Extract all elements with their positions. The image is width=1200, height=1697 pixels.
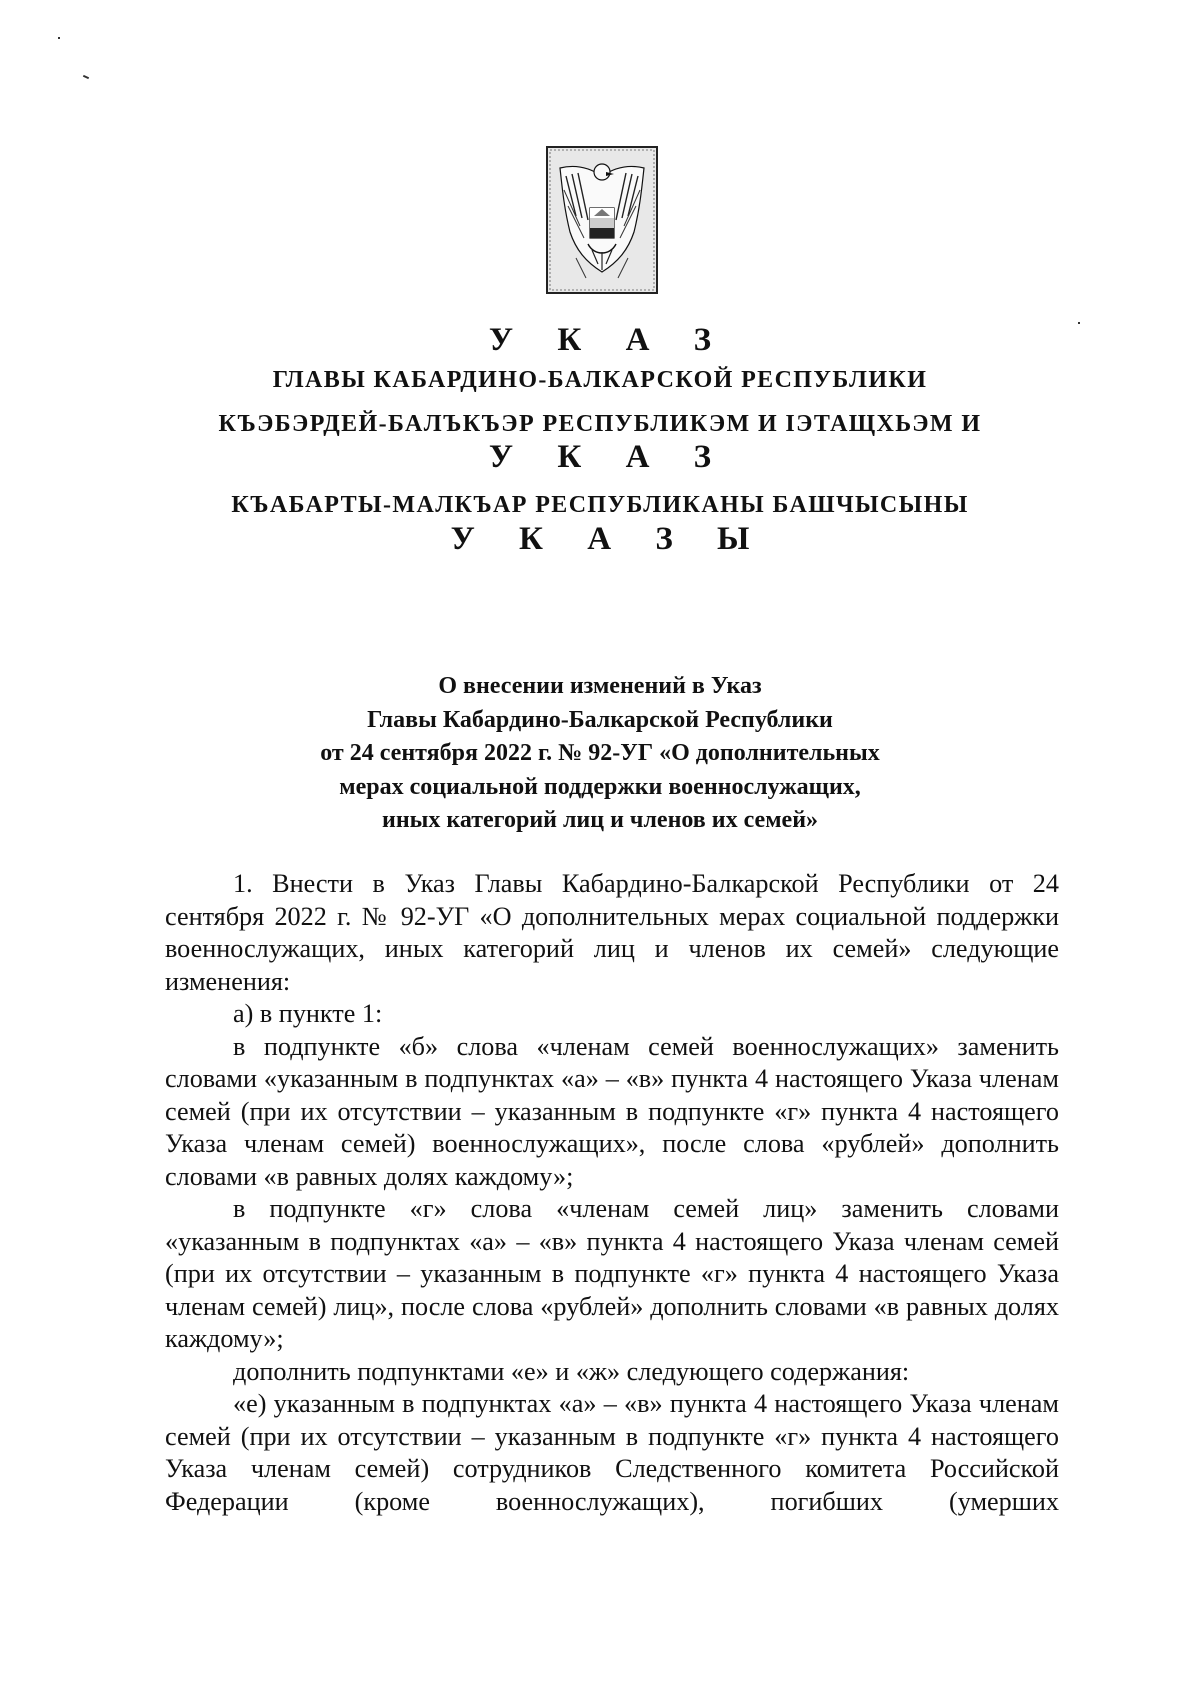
decree-subject (0, 670, 1200, 838)
header-title-kabardian: У К А З (488, 439, 730, 475)
body-paragraph: 1. Внести в Указ Главы Кабардино-Балкарской Республики от 24 сентября 2022 г. № 92-УГ «О дополнительных мерах социальной поддержки военнослужащих, иных категорий лиц и членов их семей» следующие изменения: (165, 869, 1059, 996)
subject-line: Главы Кабардино-Балкарской Республики (367, 706, 833, 733)
coat-of-arms-emblem (546, 146, 658, 294)
subject-line: мерах социальной поддержки военнослужащих, (339, 773, 861, 800)
body-paragraph: дополнить подпунктами «е» и «ж» следующего содержания: (233, 1356, 910, 1386)
scan-speck (58, 37, 60, 39)
header-line-balkar: КЪАБАРТЫ-МАЛКЪАР РЕСПУБЛИКАНЫ БАШЧЫСЫНЫ (231, 492, 969, 518)
body-paragraph: в подпункте «б» слова «членам семей военнослужащих» заменить словами «указанным в подпунктах «а» – «в» пункта 4 настоящего Указа членам семей (при их отсутствии – указанным в подпункте «г» пункта 4 настоящего Указа членам семей) военнослужащих», после слова «рублей» дополнить словами «в равных долях каждому»; (165, 1031, 1059, 1191)
body-paragraph: «е) указанным в подпунктах «а» – «в» пункта 4 настоящего Указа членам семей (при их отсутствии – указанным в подпункте «г» пункта 4 настоящего Указа членам семей) сотрудников Следственного комитета Российской Федерации (кроме военнослужащих), погибших (умерших (165, 1389, 1059, 1516)
header-title-ukaz: У К А З (488, 322, 730, 358)
body-paragraph: в подпункте «г» слова «членам семей лиц» заменить словами «указанным в подпунктах «а» – «в» пункта 4 настоящего Указа членам семей (при их отсутствии – указанным в подпункте «г» пункта 4 настоящего Указа членам семей) лиц», после слова «рублей» дополнить словами «в равных долях каждому»; (165, 1194, 1059, 1353)
subject-line: от 24 сентября 2022 г. № 92-УГ «О дополнительных (320, 740, 880, 766)
body-paragraph: а) в пункте 1: (233, 999, 383, 1028)
decree-body (165, 868, 1059, 1518)
scan-speck (83, 75, 89, 79)
header-line-russian: ГЛАВЫ КАБАРДИНО-БАЛКАРСКОЙ РЕСПУБЛИКИ (272, 367, 928, 393)
decree-header (0, 322, 1200, 557)
header-title-balkar: У К А З Ы (450, 521, 768, 557)
subject-line: иных категорий лиц и членов их семей» (381, 807, 819, 833)
subject-line: О внесении изменений в Указ (438, 673, 762, 699)
header-line-kabardian: КЪЭБЭРДЕЙ-БАЛЪКЪЭР РЕСПУБЛИКЭМ И IЭТАЩХЬЭМ И (218, 411, 982, 437)
